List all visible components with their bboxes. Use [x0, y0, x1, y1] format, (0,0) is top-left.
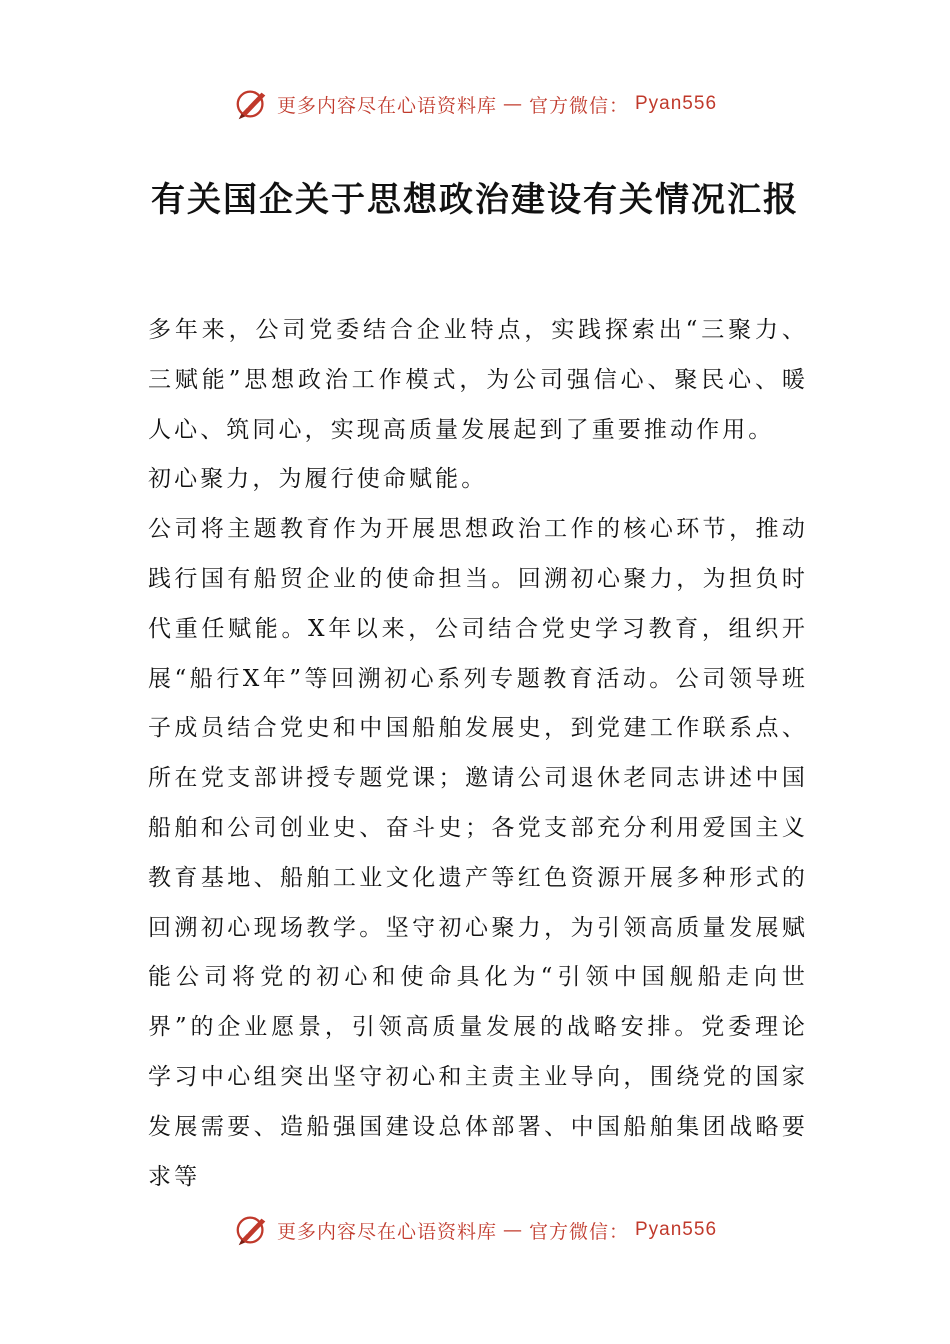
watermark-dash: — — [502, 93, 523, 115]
paragraph-heading: 初心聚力，为履行使命赋能。 — [148, 466, 488, 493]
pen-logo-icon — [233, 1211, 271, 1249]
watermark-wechat-id: Pyan556 — [635, 1219, 718, 1240]
document-body — [148, 306, 808, 1202]
footer-watermark — [0, 1210, 950, 1250]
watermark-dash: — — [502, 1219, 523, 1241]
pen-logo-icon — [233, 85, 271, 123]
watermark-text: 更多内容尽在心语资料库 — [276, 94, 497, 117]
paragraph-main: 公司将主题教育作为开展思想政治工作的核心环节，推动践行国有船贸企业的使命担当。回溯初心聚力，为担负时代重任赋能。X年以来，公司结合党史学习教育，组织开展“船行X年”等回溯初心系列专题教育活动。公司领导班子成员结合党史和中国船舶发展史，到党建工作联系点、所在党支部讲授专题党课；邀请公司退休老同志讲述中国船舶和公司创业史、奋斗史；各党支部充分利用爱国主义教育基地、船舶工业文化遗产等红色资源开展多种形式的回溯初心现场教学。坚守初心聚力，为引领高质量发展赋能公司将党的初心和使命具化为“引领中国舰船走向世界”的企业愿景，引领高质量发展的战略安排。党委理论学习中心组突出坚守初心和主责主业导向，围绕党的国家发展需要、造船强国建设总体部署、中国船舶集团战略要求等 — [148, 516, 808, 1190]
header-watermark — [0, 84, 950, 124]
watermark-wechat-id: Pyan556 — [635, 93, 718, 114]
document-title: 有关国企关于思想政治建设有关情况汇报 — [151, 180, 799, 220]
watermark-text: 更多内容尽在心语资料库 — [276, 1220, 497, 1243]
paragraph-intro: 多年来，公司党委结合企业特点，实践探索出“三聚力、三赋能”思想政治工作模式，为公司强信心、聚民心、暖人心、筑同心，实现高质量发展起到了重要推动作用。 — [148, 317, 808, 443]
watermark-wechat-label: 官方微信： — [528, 94, 629, 117]
watermark-wechat-label: 官方微信： — [528, 1220, 629, 1243]
